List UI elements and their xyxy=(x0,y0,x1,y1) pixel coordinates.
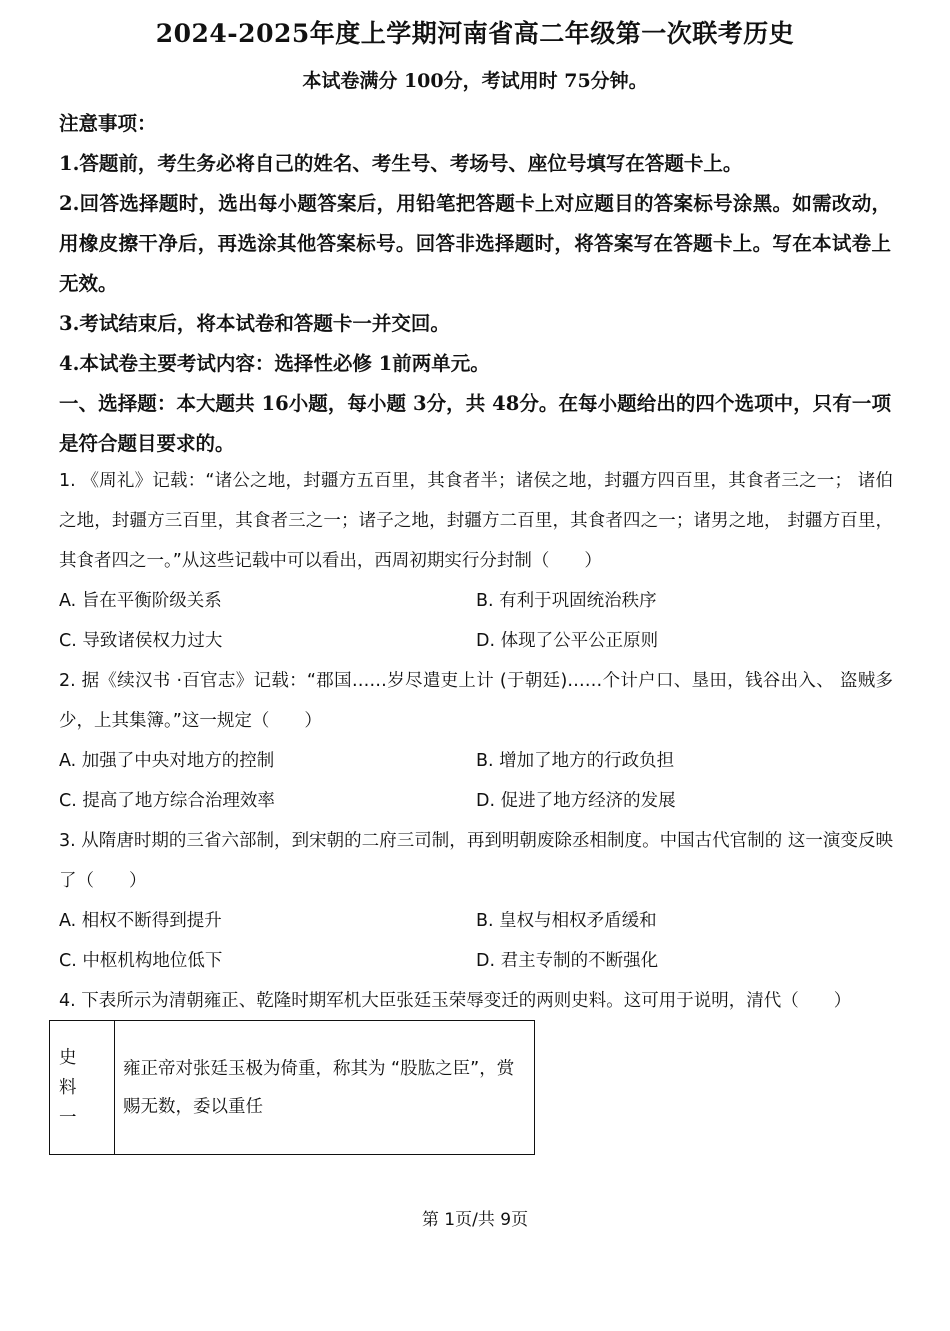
option-a: A. 旨在平衡阶级关系 xyxy=(59,591,222,611)
source-label xyxy=(50,1021,115,1155)
question xyxy=(59,461,893,661)
option-row xyxy=(59,781,893,821)
instruction-item: 2.回答选择题时，选出每小题答案后，用铅笔把答题卡上对应题目的答案标号涂黑。如需改动，用橡皮擦干净后，再选涂其他答案标号。回答非选择题时，将答案写在答题卡上。写在本试卷上无效。 xyxy=(59,192,891,295)
option-row xyxy=(59,621,893,661)
option-row xyxy=(59,941,893,981)
source-label-char: 料 xyxy=(59,1077,77,1098)
option-c: C. 中枢机构地位低下 xyxy=(59,951,223,971)
option-b: B. 皇权与相权矛盾缓和 xyxy=(476,911,657,931)
source-label-char: 史 xyxy=(59,1047,77,1068)
question xyxy=(59,981,893,1021)
option-row xyxy=(59,741,893,781)
option-d: D. 促进了地方经济的发展 xyxy=(476,791,676,811)
question xyxy=(59,821,893,981)
source-label-char: 一 xyxy=(59,1107,77,1128)
question xyxy=(59,661,893,821)
question-stem: 2. 据《续汉书 ·百官志》记载：“郡国……岁尽遣吏上计 (于朝廷)……个计户口、垦田，钱谷出入、 盗贼多少，上其集簿。”这一规定（ ） xyxy=(59,671,893,731)
exam-info: 本试卷满分 100分，考试用时 75分钟。 xyxy=(302,70,648,92)
question-list xyxy=(59,461,893,1021)
instruction-item: 3.考试结束后，将本试卷和答题卡一并交回。 xyxy=(59,312,450,335)
question-stem: 4. 下表所示为清朝雍正、乾隆时期军机大臣张廷玉荣辱变迁的两则史料。这可用于说明，清代（ ） xyxy=(59,991,852,1011)
question-stem: 1. 《周礼》记载：“诸公之地，封疆方五百里，其食者半；诸侯之地，封疆方四百里，其食者三之一； 诸伯之地，封疆方三百里，其食者三之一；诸子之地，封疆方二百里，其食者四之一；诸男之地， 封疆方百里，其食者四之一。”从这些记载中可以看出，西周初期实行分封制（ ） xyxy=(59,471,893,571)
option-b: B. 增加了地方的行政负担 xyxy=(476,751,675,771)
instruction-item: 1.答题前，考生务必将自己的姓名、考生号、考场号、座位号填写在答题卡上。 xyxy=(59,152,743,175)
page-number: 第 1页/共 9页 xyxy=(421,1210,529,1230)
option-c: C. 提高了地方综合治理效率 xyxy=(59,791,275,811)
option-d: D. 体现了公平公正原则 xyxy=(476,631,659,651)
option-a: A. 相权不断得到提升 xyxy=(59,911,222,931)
question-stem: 3. 从隋唐时期的三省六部制，到宋朝的二府三司制，再到明朝废除丞相制度。中国古代官制的 这一演变反映了（ ） xyxy=(59,831,893,891)
table-row xyxy=(50,1021,535,1155)
option-row xyxy=(59,581,893,621)
source-table xyxy=(49,1020,535,1155)
option-row xyxy=(59,901,893,941)
option-b: B. 有利于巩固统治秩序 xyxy=(476,591,657,611)
instructions xyxy=(59,104,891,464)
page-title: 2024-2025年度上学期河南省高二年级第一次联考历史 xyxy=(155,19,795,48)
option-d: D. 君主专制的不断强化 xyxy=(476,951,659,971)
instructions-heading: 注意事项： xyxy=(59,112,157,135)
source-content: 雍正帝对张廷玉极为倚重，称其为 “股肱之臣”，赏赐无数，委以重任 xyxy=(115,1021,535,1155)
option-c: C. 导致诸侯权力过大 xyxy=(59,631,223,651)
section-heading: 一、选择题：本大题共 16小题，每小题 3分，共 48分。在每小题给出的四个选项中，只有一项是符合题目要求的。 xyxy=(59,392,891,455)
option-a: A. 加强了中央对地方的控制 xyxy=(59,751,275,771)
instruction-item: 4.本试卷主要考试内容：选择性必修 1前两单元。 xyxy=(59,352,490,375)
